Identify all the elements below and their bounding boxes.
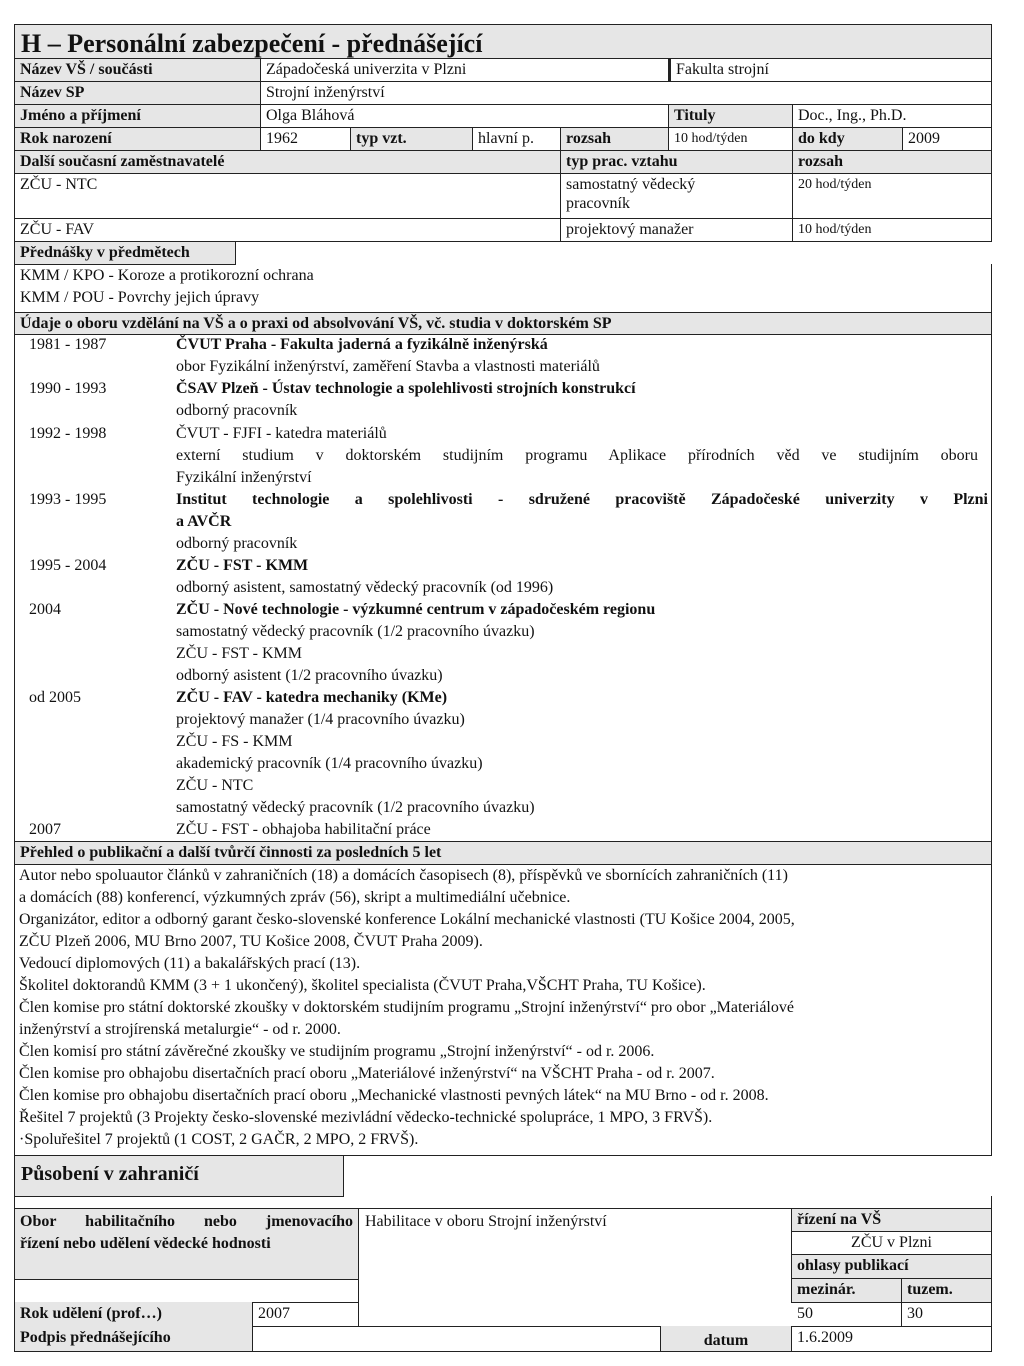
value-do-kdy: 2009 xyxy=(902,128,991,150)
tuzem-value: 30 xyxy=(902,1303,991,1327)
education-block xyxy=(14,334,992,842)
abroad-header: Působení v zahraničí xyxy=(21,1163,199,1185)
employer-type: projektový manažer xyxy=(560,219,792,241)
lectures-block xyxy=(14,264,992,313)
edu-title: ZČU - FST - KMM xyxy=(176,557,309,574)
edu-year: 1992 - 1998 xyxy=(29,425,107,442)
edu-line: obor Fyzikální inženýrství, zaměření Stavba a vlastnosti materiálů xyxy=(176,358,600,375)
employer-scope: 20 hod/týden xyxy=(792,174,991,218)
edu-title: ČSAV Plzeň - Ústav technologie a spolehlivosti strojních konstrukcí xyxy=(176,380,636,397)
spacer-cell xyxy=(359,1302,792,1327)
lectures-header: Přednášky v předmětech xyxy=(20,244,190,261)
label-jmeno: Jméno a příjmení xyxy=(15,105,260,127)
mezinar-label: mezinár. xyxy=(792,1279,902,1303)
publication-line: Řešitel 7 projektů (3 Projekty česko-slovenské mezivládní vědecko-technické spolupráce, 1 MPO, 3 FRVŠ). xyxy=(19,1109,713,1126)
spacer-cell xyxy=(15,1279,359,1303)
publication-line: Člen komise pro obhajobu disertačních prací oboru „Mechanické vlastnosti pevných látek“ na MU Brno - od r. 2008. xyxy=(19,1087,769,1104)
edu-line: samostatný vědecký pracovník (1/2 pracovního úvazku) xyxy=(176,623,535,640)
value-rozsah: 10 hod/týden xyxy=(668,128,792,150)
edu-line: projektový manažer (1/4 pracovního úvazku) xyxy=(176,711,465,728)
edu-year: 2007 xyxy=(29,821,61,838)
label-typ-vzt: typ vzt. xyxy=(350,128,472,150)
value-rok-narozeni: 1962 xyxy=(260,128,350,150)
form-title-row xyxy=(14,24,992,59)
label-typ-prac: typ prac. vztahu xyxy=(560,151,792,173)
edu-line: ZČU - FS - KMM xyxy=(176,733,293,750)
value-nazev-vs: Západočeská univerzita v Plzni xyxy=(260,59,668,81)
label-nazev-sp: Název SP xyxy=(15,82,260,104)
label-employers-rozsah: rozsah xyxy=(792,151,991,173)
employer-name: ZČU - FAV xyxy=(20,221,95,238)
rok-udeleni-label: Rok udělení (prof…) xyxy=(15,1302,253,1327)
value-typ-vzt: hlavní p. xyxy=(472,128,560,150)
row-rok-narozeni xyxy=(14,127,992,151)
publication-line: Organizátor, editor a odborný garant česko-slovenské konference Lokální mechanické vlastnosti (TU Košice 2004, 2005, xyxy=(19,911,795,928)
edu-title: ČVUT Praha - Fakulta jaderná a fyzikálně inženýrská xyxy=(176,336,548,353)
edu-title: ZČU - FAV - katedra mechaniky (KMe) xyxy=(176,689,448,706)
tuzem-label: tuzem. xyxy=(902,1279,991,1303)
edu-line: odborný pracovník xyxy=(176,402,298,419)
label-tituly: Tituly xyxy=(668,105,792,127)
edu-line: odborný pracovník xyxy=(176,535,298,552)
publication-line: ·Spoluřešitel 7 projektů (1 COST, 2 GAČR, 2 MPO, 2 FRVŠ). xyxy=(19,1131,419,1148)
podpis-label: Podpis přednášejícího xyxy=(15,1326,253,1351)
row-nazev-vs xyxy=(14,58,992,82)
podpis-value[interactable] xyxy=(253,1326,661,1351)
edu-title-cont: a AVČR xyxy=(176,513,232,530)
edu-title: Institut technologie a spolehlivosti - sdružené pracoviště Západočeské univerzity v Plzni xyxy=(176,491,988,508)
rizeni-value: ZČU v Plzni xyxy=(792,1232,991,1255)
publication-line: Člen komise pro obhajobu disertačních prací oboru „Materiálové inženýrství“ na VŠCHT Praha - od r. 2007. xyxy=(19,1065,715,1082)
abroad-header-row xyxy=(14,1155,344,1197)
employer-name: ZČU - NTC xyxy=(20,176,98,193)
employer-row xyxy=(14,173,992,219)
edu-year: 1990 - 1993 xyxy=(29,380,107,397)
edu-year: 2004 xyxy=(29,601,61,618)
personnel-form xyxy=(14,24,992,1352)
row-employers-header xyxy=(14,150,992,174)
row-jmeno xyxy=(14,104,992,128)
publication-line: ZČU Plzeň 2006, MU Brno 2007, TU Košice 2008, ČVUT Praha 2009). xyxy=(19,933,483,950)
label-rok-narozeni: Rok narození xyxy=(15,128,260,150)
publication-line: Vedoucí diplomových (11) a bakalářských prací (13). xyxy=(19,955,361,972)
publication-line: Školitel doktorandů KMM (3 + 1 ukončený), školitel specialista (ČVUT Praha,VŠCHT Praha, TU Košice). xyxy=(19,977,706,994)
obor-label: Obor habilitačního nebo jmenovacího xyxy=(20,1213,353,1230)
publication-line: inženýrství a strojírenská metalurgie“ - od r. 2000. xyxy=(19,1021,341,1038)
publication-line: Člen komisí pro státní závěrečné zkoušky ve studijním programu „Strojní inženýrství“ - od r. 2006. xyxy=(19,1043,655,1060)
ohlasy-label: ohlasy publikací xyxy=(792,1255,991,1279)
edu-line: odborný asistent, samostatný vědecký pracovník (od 1996) xyxy=(176,579,554,596)
value-tituly: Doc., Ing., Ph.D. xyxy=(792,105,991,127)
education-header-row xyxy=(14,312,992,335)
employer-type xyxy=(560,174,792,218)
label-rozsah: rozsah xyxy=(560,128,668,150)
employer-row xyxy=(14,218,992,242)
publications-block xyxy=(14,864,992,1156)
edu-title: ZČU - Nové technologie - výzkumné centrum v západočeském regionu xyxy=(176,601,656,618)
publication-line: Člen komise pro státní doktorské zkoušky v doktorském studijním programu „Strojní inženýrství“ pro obor „Materiálové xyxy=(19,999,794,1016)
publication-line: a domácích (88) konferencí, výzkumných zpráv (56), skript a multimediální učebnice. xyxy=(19,889,571,906)
form-title: H – Personální zabezpečení - přednášející xyxy=(21,29,483,58)
label-do-kdy: do kdy xyxy=(792,128,902,150)
rok-udeleni-value: 2007 xyxy=(253,1302,359,1327)
edu-title: ČVUT - FJFI - katedra materiálů xyxy=(176,425,387,442)
edu-year: od 2005 xyxy=(29,689,81,706)
employer-type-line: pracovník xyxy=(566,195,630,212)
employer-type-line: samostatný vědecký xyxy=(566,176,696,193)
lecture-item: KMM / POU - Povrchy jejich úpravy xyxy=(20,289,260,306)
publication-line: Autor nebo spoluautor článků v zahraničních (18) a domácích časopisech (8), příspěvků ve sbornících zahraničních (11) xyxy=(19,867,788,884)
value-fakulta: Fakulta strojní xyxy=(668,59,991,81)
edu-line: akademický pracovník (1/4 pracovního úvazku) xyxy=(176,755,483,772)
obor-label-cell xyxy=(15,1209,359,1279)
edu-line: Fyzikální inženýrství xyxy=(176,469,312,486)
obor-label: řízení nebo udělení vědecké hodnosti xyxy=(20,1235,271,1252)
rizeni-label: řízení na VŠ xyxy=(792,1209,991,1232)
edu-year: 1995 - 2004 xyxy=(29,557,107,574)
label-nazev-vs: Název VŠ / součásti xyxy=(15,59,260,81)
lecture-item: KMM / KPO - Koroze a protikorozní ochrana xyxy=(20,267,314,284)
education-header: Údaje o oboru vzdělání na VŠ a o praxi od absolvování VŠ, vč. studia v doktorském SP xyxy=(20,315,612,332)
publications-header: Přehled o publikační a další tvůrčí činnosti za posledních 5 let xyxy=(20,844,442,861)
value-jmeno: Olga Bláhová xyxy=(260,105,668,127)
edu-line: ZČU - NTC xyxy=(176,777,254,794)
edu-line: ZČU - FST - KMM xyxy=(176,645,302,662)
edu-line: odborný asistent (1/2 pracovního úvazku) xyxy=(176,667,443,684)
employer-scope: 10 hod/týden xyxy=(792,219,991,241)
edu-line: samostatný vědecký pracovník (1/2 pracovního úvazku) xyxy=(176,799,535,816)
obor-value: Habilitace v oboru Strojní inženýrství xyxy=(359,1209,792,1303)
lectures-header-row xyxy=(14,241,236,265)
mezinar-value: 50 xyxy=(792,1303,902,1327)
edu-title: ZČU - FST - obhajoba habilitační práce xyxy=(176,821,431,838)
value-nazev-sp: Strojní inženýrství xyxy=(260,82,991,104)
row-nazev-sp xyxy=(14,81,992,105)
footer-table xyxy=(14,1208,992,1352)
edu-line: externí studium v doktorském studijním programu Aplikace přírodních věd ve studijním oboru xyxy=(176,447,978,464)
datum-value: 1.6.2009 xyxy=(797,1329,853,1346)
edu-year: 1981 - 1987 xyxy=(29,336,107,353)
label-employers: Další současní zaměstnavatelé xyxy=(20,153,225,170)
datum-label: datum xyxy=(661,1326,792,1351)
edu-year: 1993 - 1995 xyxy=(29,491,107,508)
publications-header-row xyxy=(14,841,992,865)
